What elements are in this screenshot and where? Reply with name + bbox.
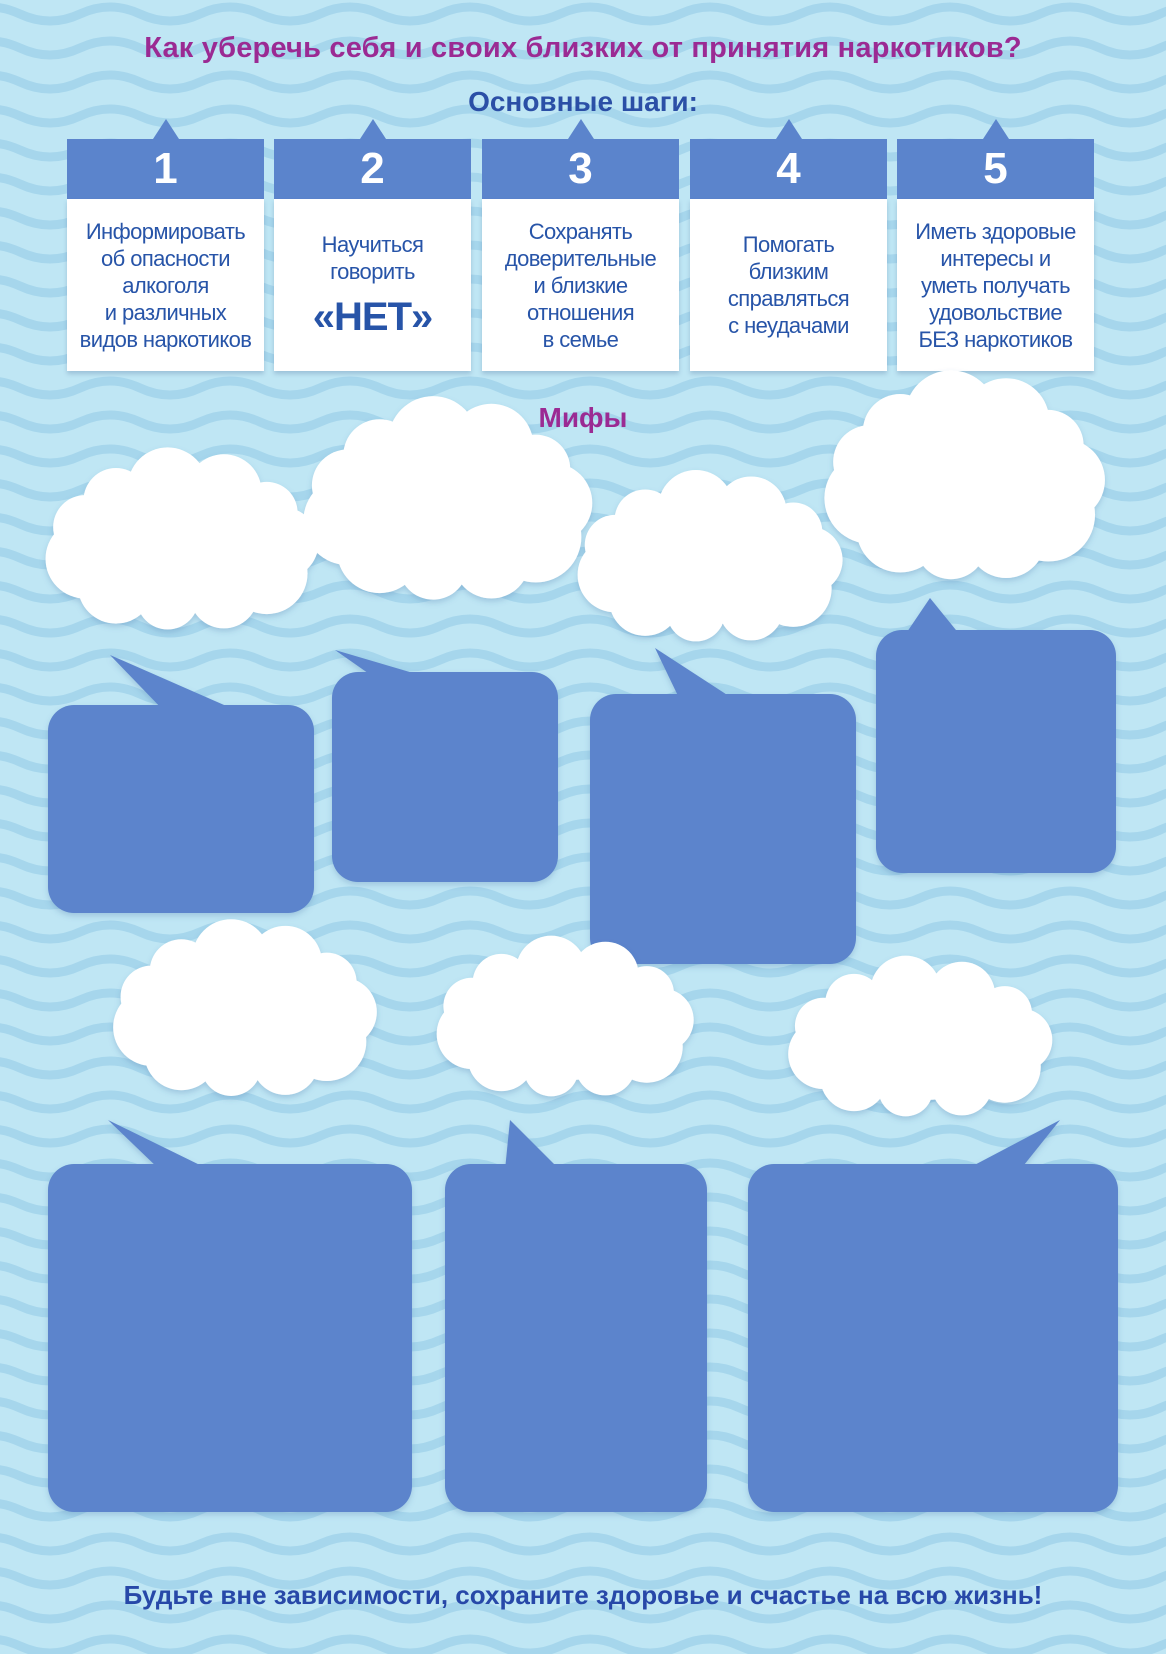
myth-cloud-4 (824, 370, 1105, 579)
step-number: 4 (690, 139, 887, 199)
step-number: 3 (482, 139, 679, 199)
myths-heading: Мифы (538, 402, 628, 433)
fact-bubble-6 (445, 1120, 707, 1512)
myth-cloud-5 (113, 919, 377, 1096)
fact-bubble-5 (48, 1120, 412, 1512)
footer-slogan: Будьте вне зависимости, сохраните здоровье и счастье на всю жизнь! (123, 1580, 1043, 1610)
step-number: 5 (897, 139, 1094, 199)
step-text-no: «НЕТ» (312, 295, 433, 339)
step-text: Информировать об опасности алкоголя и различных видов наркотиков (79, 218, 252, 352)
fact-bubble-1 (48, 655, 314, 913)
step-text: Иметь здоровые интересы и уметь получать удовольствие БЕЗ наркотиков (915, 218, 1076, 352)
step-text: Научиться говорить (321, 232, 424, 284)
myth-cloud-1 (46, 447, 319, 629)
step-text: Сохранять доверительные и близкие отношения в семье (504, 218, 657, 352)
steps-heading: Основные шаги: (468, 86, 698, 117)
myth-cloud-2 (303, 396, 592, 600)
myth-cloud-3 (578, 470, 843, 641)
myth-cloud-7 (788, 956, 1052, 1117)
step-number: 2 (274, 139, 471, 199)
fact-bubble-2 (332, 650, 558, 882)
step-number: 1 (67, 139, 264, 199)
step-text: Помогать близким справляться с неудачами (727, 232, 850, 338)
fact-bubble-4 (876, 598, 1116, 873)
page-title: Как уберечь себя и своих близких от принятия наркотиков? (144, 32, 1022, 64)
fact-bubble-7 (748, 1120, 1118, 1512)
fact-bubble-3 (590, 648, 856, 964)
